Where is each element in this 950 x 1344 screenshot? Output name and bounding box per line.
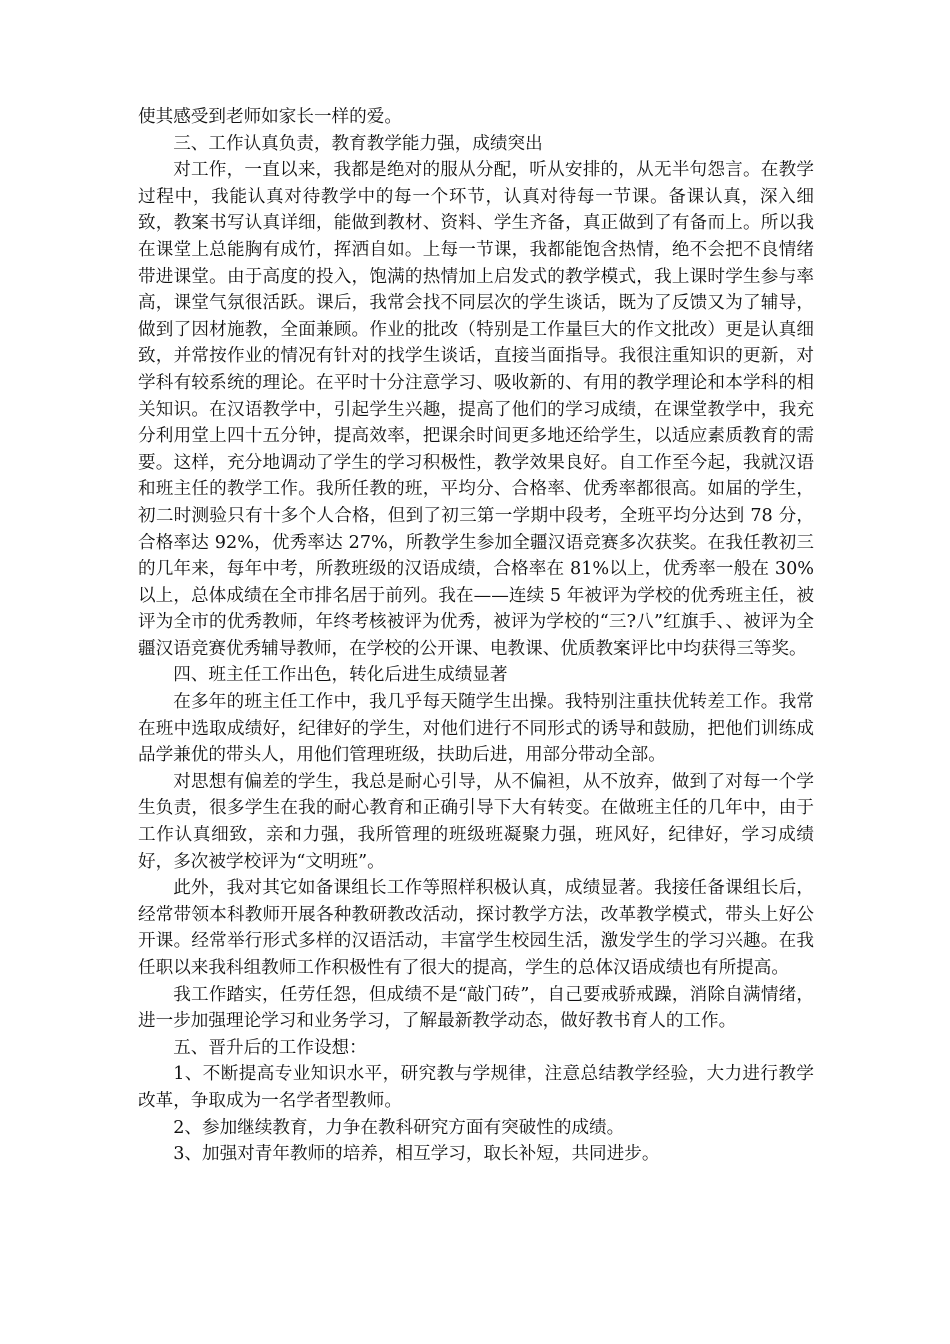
section-heading-3: 三、工作认真负责，教育教学能力强，成绩突出	[173, 133, 543, 154]
paragraph-class-teacher: 在多年的班主任工作中，我几乎每天随学生出操。我特别注重扶优转差工作。我常在班中选取成绩好，纪律好的学生，对他们进行不同形式的诱导和鼓励，把他们训练成品学兼优的带头人，用他们管理班级，扶助后进，用部分带动全部。	[138, 692, 814, 766]
plan-item-3: 3、加强对青年教师的培养，相互学习，取长补短，共同进步。	[173, 1144, 660, 1165]
plan-item-1: 1、不断提高专业知识水平，研究教与学规律，注意总结教学经验，大力进行教学改革，争取成为一名学者型教师。	[138, 1064, 814, 1111]
paragraph-work-attitude: 对工作，一直以来，我都是绝对的服从分配，听从安排的，从无半句怨言。在教学过程中，我能认真对待教学中的每一个环节，认真对待每一节课。备课认真，深入细致，教案书写认真详细，能做到教材、资料、学生齐备，真正做到了有备而上。所以我在课堂上总能胸有成竹，挥洒自如。上每一节课，我都能饱含热情，绝不会把不良情绪带进课堂。由于高度的投入，饱满的热情加上启发式的教学模式，我上课时学生参与率高，课堂气氛很活跃。课后，我常会找不同层次的学生谈话，既为了反馈又为了辅导，做到了因材施教，全面兼顾。作业的批改（特别是工作量巨大的作文批改）更是认真细致，并常按作业的情况有针对的找学生谈话，直接当面指导。我很注重知识的更新，对学科有较系统的理论。在平时十分注意学习、吸收新的、有用的教学理论和本学科的相关知识。在汉语教学中，引起学生兴趣，提高了他们的学习成绩，在课堂教学中，我充分利用堂上四十五分钟，提高效率，把课余时间更多地还给学生，以适应素质教育的需要。这样，充分地调动了学生的学习积极性，教学效果良好。自工作至今起，我就汉语和班主任的教学工作。我所任教的班，平均分、合格率、优秀率都很高。如届的学生，初二时测验只有十多个人合格，但到了初三第一学期中段考，全班平均分达到 78 分，合格率达 92%，优秀率达 27%，所教学生参加全疆汉语竞赛多次获奖。在我任教初三的几年来，每年中考，所教班级的汉语成绩，合格率在 81%以上，优秀率一般在 30%以上，总体成绩在全市排名居于前列。我在——连续 5 年被评为学校的优秀班主任，被评为全市的优秀教师，年终考核被评为优秀，被评为学校的“三?八”红旗手、、被评为全疆汉语竞赛优秀辅导教师，在学校的公开课、电教课、优质教案评比中均获得三等奖。	[138, 160, 814, 659]
paragraph-group-leader: 此外，我对其它如备课组长工作等照样积极认真，成绩显著。我接任备课组长后，经常带领本科教师开展各种教研教改活动，探讨教学方法，改革教学模式，带头上好公开课。经常举行形式多样的汉语活动，丰富学生校园生活，激发学生的学习兴趣。在我任职以来我科组教师工作积极性有了很大的提高，学生的总体汉语成绩也有所提高。	[138, 878, 814, 978]
document-body	[138, 104, 814, 1168]
section-heading-4: 四、班主任工作出色，转化后进生成绩显著	[173, 665, 508, 686]
paragraph-continuation: 使其感受到老师如家长一样的爱。	[138, 107, 402, 127]
plan-item-2: 2、参加继续教育，力争在教科研究方面有突破性的成绩。	[173, 1117, 625, 1138]
paragraph-self-reflection: 我工作踏实，任劳任怨，但成绩不是“敲门砖”，自己要戒骄戒躁，消除自满情绪，进一步加强理论学习和业务学习，了解最新教学动态，做好教书育人的工作。	[138, 984, 814, 1032]
section-heading-5: 五、晋升后的工作设想：	[173, 1037, 367, 1058]
paragraph-student-guidance: 对思想有偏差的学生，我总是耐心引导，从不偏袒，从不放弃，做到了对每一个学生负责，很多学生在我的耐心教育和正确引导下大有转变。在做班主任的几年中，由于工作认真细致，亲和力强，我所管理的班级班凝聚力强，班风好，纪律好，学习成绩好，多次被学校评为“文明班”。	[138, 771, 814, 872]
